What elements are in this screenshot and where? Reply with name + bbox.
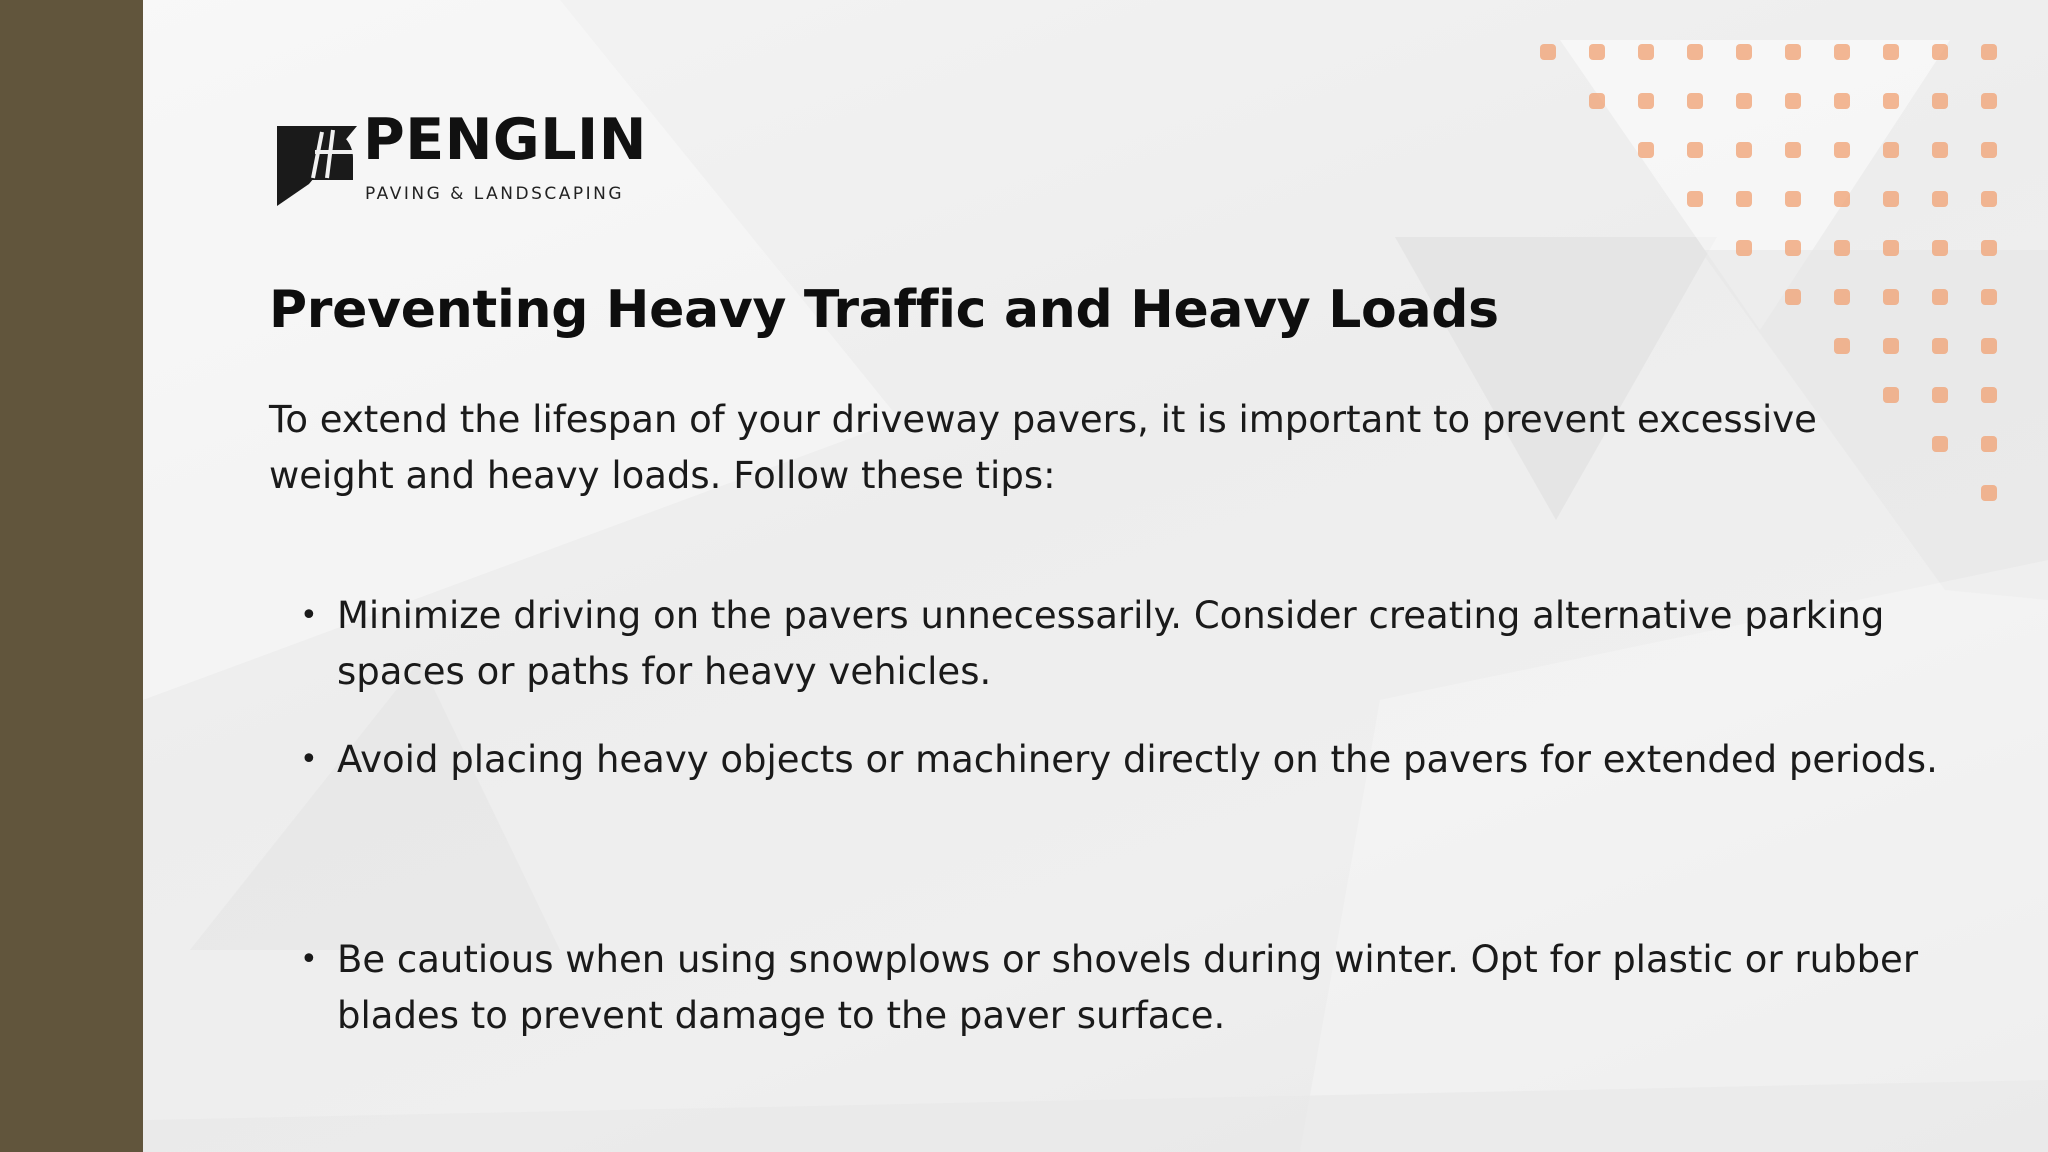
decorative-dot	[1883, 289, 1899, 305]
decorative-dot	[1883, 142, 1899, 158]
decorative-dot	[1785, 240, 1801, 256]
decorative-dot	[1785, 289, 1801, 305]
decorative-dot	[1736, 191, 1752, 207]
decorative-dot	[1589, 44, 1605, 60]
penglin-logo	[275, 107, 655, 210]
decorative-dot	[1785, 191, 1801, 207]
decorative-dot	[1834, 93, 1850, 109]
decorative-dot	[1932, 387, 1948, 403]
logo-mark-icon	[275, 122, 359, 206]
decorative-dot	[1932, 142, 1948, 158]
left-accent-bar	[0, 0, 143, 1152]
decorative-dot	[1981, 485, 1997, 501]
decorative-dot	[1834, 338, 1850, 354]
decorative-dot	[1687, 142, 1703, 158]
decorative-dot	[1736, 142, 1752, 158]
tip-text: Avoid placing heavy objects or machinery directly on the pavers for extended periods.	[337, 738, 1938, 781]
decorative-dot	[1932, 436, 1948, 452]
decorative-dot	[1932, 93, 1948, 109]
decorative-dot	[1687, 93, 1703, 109]
slide-title: Preventing Heavy Traffic and Heavy Loads	[269, 280, 1499, 340]
decorative-dot	[1834, 289, 1850, 305]
decorative-dot	[1932, 44, 1948, 60]
decorative-dot	[1932, 338, 1948, 354]
decorative-dot	[1540, 44, 1556, 60]
decorative-dot	[1785, 142, 1801, 158]
decorative-dot	[1687, 44, 1703, 60]
decorative-dot	[1834, 44, 1850, 60]
intro-paragraph: To extend the lifespan of your driveway pavers, it is important to prevent excessive weight and heavy loads. Follow these tips:	[269, 398, 1817, 497]
decorative-dot	[1687, 191, 1703, 207]
bullet-icon: •	[300, 742, 318, 777]
decorative-dot	[1834, 240, 1850, 256]
decorative-dot	[1932, 191, 1948, 207]
decorative-dot	[1883, 93, 1899, 109]
decorative-dot	[1883, 44, 1899, 60]
decorative-dot	[1785, 93, 1801, 109]
decorative-dot	[1981, 240, 1997, 256]
decorative-dot	[1638, 93, 1654, 109]
bullet-icon: •	[300, 598, 318, 633]
decorative-dot	[1932, 240, 1948, 256]
decorative-dot	[1638, 142, 1654, 158]
logo-tagline: PAVING & LANDSCAPING	[365, 184, 625, 204]
tip-text: Minimize driving on the pavers unnecessarily. Consider creating alternative parking spaces or paths for heavy vehicles.	[337, 594, 1885, 693]
bullet-icon: •	[300, 942, 318, 977]
decorative-dot	[1785, 44, 1801, 60]
decorative-dot	[1883, 191, 1899, 207]
decorative-dot	[1981, 338, 1997, 354]
decorative-dot	[1736, 240, 1752, 256]
decorative-dot	[1981, 191, 1997, 207]
decorative-dot	[1834, 142, 1850, 158]
decorative-dot	[1981, 289, 1997, 305]
decorative-dot	[1736, 93, 1752, 109]
tip-text: Be cautious when using snowplows or shovels during winter. Opt for plastic or rubber blades to prevent damage to the paver surface.	[337, 938, 1919, 1037]
decorative-dot	[1981, 142, 1997, 158]
decorative-dot	[1981, 436, 1997, 452]
decorative-dot	[1589, 93, 1605, 109]
decorative-dot	[1834, 191, 1850, 207]
decorative-dot	[1981, 387, 1997, 403]
decorative-dot	[1981, 44, 1997, 60]
logo-wordmark: PENGLIN	[363, 107, 647, 173]
decorative-dot	[1638, 44, 1654, 60]
decorative-dot	[1932, 289, 1948, 305]
decorative-dot	[1883, 240, 1899, 256]
decorative-dot	[1981, 93, 1997, 109]
decorative-dot	[1736, 44, 1752, 60]
decorative-dot	[1883, 338, 1899, 354]
